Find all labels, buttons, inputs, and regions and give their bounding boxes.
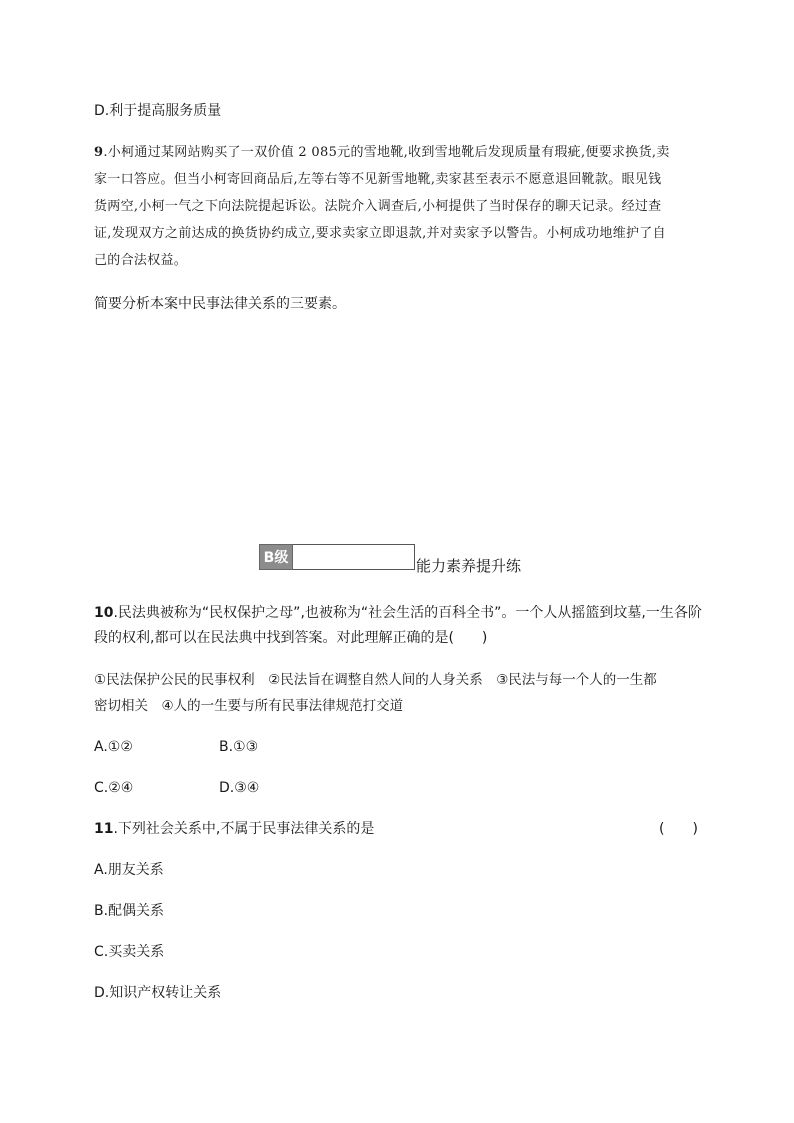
level-badge-box bbox=[293, 544, 415, 570]
section-banner bbox=[259, 542, 522, 575]
q10-statements-line-1: ①民法保护公民的民事权利 ②民法旨在调整自然人间的人身关系 ③民法与每一个人的一生都 bbox=[94, 672, 657, 688]
q10-text: .民法典被称为“民权保护之母”,也被称为“社会生活的百科全书”。一个人从摇篮到坟墓,一生各阶 bbox=[113, 605, 702, 621]
q10-option-a: A.①② bbox=[94, 739, 133, 755]
q9-prompt: 简要分析本案中民事法律关系的三要素。 bbox=[94, 296, 346, 312]
q10-stem-line-1 bbox=[94, 603, 702, 623]
q10-number: 10 bbox=[94, 605, 114, 621]
q11-answer-paren: ( ) bbox=[659, 821, 698, 837]
q9-stem-line-4: 证,发现双方之前达成的换货协约成立,要求卖家立即退款,并对卖家予以警告。小柯成功地维护了自 bbox=[94, 226, 666, 241]
q9-stem-line-1 bbox=[94, 143, 670, 163]
q11-option-d: D.知识产权转让关系 bbox=[94, 985, 222, 1001]
section-title: 能力素养提升练 bbox=[416, 557, 522, 575]
q10-statements-line-2: 密切相关 ④人的一生要与所有民事法律规范打交道 bbox=[94, 698, 404, 714]
level-badge: B级 bbox=[259, 544, 293, 570]
q9-number: 9 bbox=[94, 145, 104, 160]
q8-option-d: D.利于提高服务质量 bbox=[94, 103, 222, 119]
q10-option-c: C.②④ bbox=[94, 780, 134, 796]
q11-option-c: C.买卖关系 bbox=[94, 944, 165, 960]
q10-stem-line-2: 段的权利,都可以在民法典中找到答案。对此理解正确的是( ) bbox=[94, 630, 488, 646]
q11-number: 11 bbox=[94, 821, 114, 837]
q11-option-b: B.配偶关系 bbox=[94, 903, 165, 919]
q11-option-a: A.朋友关系 bbox=[94, 862, 164, 878]
q11-stem bbox=[94, 819, 374, 839]
q10-option-d: D.③④ bbox=[219, 780, 260, 796]
q9-stem-line-2: 家一口答应。但当小柯寄回商品后,左等右等不见新雪地靴,卖家甚至表示不愿意退回靴款。眼见钱 bbox=[94, 172, 662, 187]
q9-stem-line-5: 己的合法权益。 bbox=[94, 253, 188, 268]
q9-stem-line-3: 货两空,小柯一气之下向法院提起诉讼。法院介入调查后,小柯提供了当时保存的聊天记录。经过查 bbox=[94, 199, 662, 214]
q11-text: .下列社会关系中,不属于民事法律关系的是 bbox=[113, 821, 375, 837]
q9-text: .小柯通过某网站购买了一双价值 2 085元的雪地靴,收到雪地靴后发现质量有瑕疵,便要求换货,卖 bbox=[103, 145, 670, 160]
q10-option-b: B.①③ bbox=[219, 739, 259, 755]
